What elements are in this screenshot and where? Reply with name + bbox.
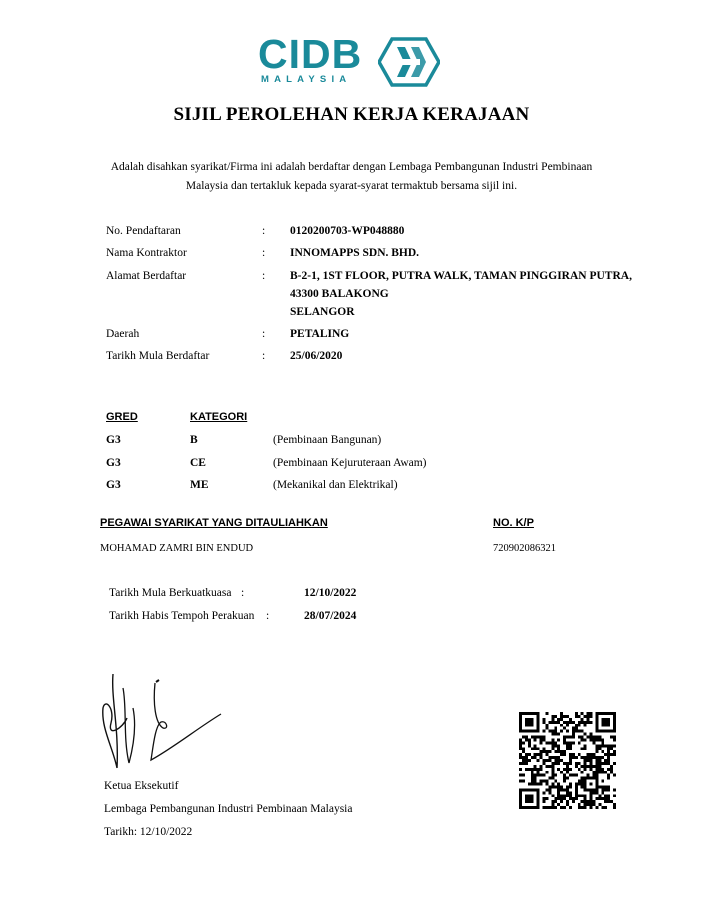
intro-line-1: Adalah disahkan syarikat/Firma ini adalah berdaftar dengan Lembaga Pembangunan Industri Pembinaan [110, 161, 593, 173]
qr-code-icon [519, 712, 616, 809]
grade-row-2-category: CE [190, 457, 206, 469]
colon: : [262, 247, 266, 259]
officer-id-no: 720902086321 [493, 543, 556, 554]
address-label: Alamat Berdaftar [106, 270, 187, 282]
grade-row-2-description: (Pembinaan Kejuruteraan Awam) [273, 457, 427, 469]
colon: : [262, 225, 266, 237]
signatory-organization: Lembaga Pembangunan Industri Pembinaan Malaysia [104, 803, 353, 815]
officer-name: MOHAMAD ZAMRI BIN ENDUD [100, 543, 254, 554]
registration-no-value: 0120200703-WP048880 [290, 225, 405, 237]
contractor-name-value: INNOMAPPS SDN. BHD. [290, 247, 420, 259]
validity-end-value: 28/07/2024 [304, 610, 357, 622]
category-header: KATEGORI [190, 411, 248, 423]
grade-row-3-description: (Mekanikal dan Elektrikal) [273, 479, 398, 491]
validity-start-value: 12/10/2022 [304, 587, 357, 599]
signatory-date: Tarikh: 12/10/2022 [104, 826, 193, 838]
cidb-hexagon-mark-icon [378, 37, 440, 87]
registration-start-value: 25/06/2020 [290, 350, 343, 362]
intro-line-2: Malaysia dan tertakluk kepada syarat-syarat termaktub bersama sijil ini. [185, 180, 518, 192]
colon: : [266, 610, 270, 622]
validity-start-label: Tarikh Mula Berkuatkuasa [109, 587, 232, 599]
address-line-3: SELANGOR [290, 306, 355, 318]
logo-country: MALAYSIA [261, 74, 352, 85]
colon: : [262, 350, 266, 362]
grade-header: GRED [106, 411, 138, 423]
address-line-1: B-2-1, 1ST FLOOR, PUTRA WALK, TAMAN PINGGIRAN PUTRA, [290, 270, 632, 282]
cidb-logo [258, 31, 442, 90]
district-label: Daerah [106, 328, 140, 340]
colon: : [241, 587, 245, 599]
grade-row-2-grade: G3 [106, 457, 121, 469]
id-no-header: NO. K/P [493, 517, 534, 529]
contractor-name-label: Nama Kontraktor [106, 247, 187, 259]
grade-row-1-category: B [190, 434, 198, 446]
grade-row-3-grade: G3 [106, 479, 121, 491]
grade-row-1-grade: G3 [106, 434, 121, 446]
registration-start-label: Tarikh Mula Berdaftar [106, 350, 210, 362]
logo-name: CIDB [258, 31, 363, 77]
district-value: PETALING [290, 328, 350, 340]
signatory-title: Ketua Eksekutif [104, 780, 179, 792]
registration-no-label: No. Pendaftaran [106, 225, 181, 237]
officer-header: PEGAWAI SYARIKAT YANG DITAULIAHKAN [100, 517, 328, 529]
grade-row-3-category: ME [190, 479, 209, 491]
colon: : [262, 270, 266, 282]
grade-row-1-description: (Pembinaan Bangunan) [273, 434, 382, 446]
certificate-title: SIJIL PEROLEHAN KERJA KERAJAAN [173, 104, 530, 125]
colon: : [262, 328, 266, 340]
signature-image [93, 668, 225, 778]
validity-end-label: Tarikh Habis Tempoh Perakuan [109, 610, 255, 622]
address-line-2: 43300 BALAKONG [290, 288, 389, 300]
